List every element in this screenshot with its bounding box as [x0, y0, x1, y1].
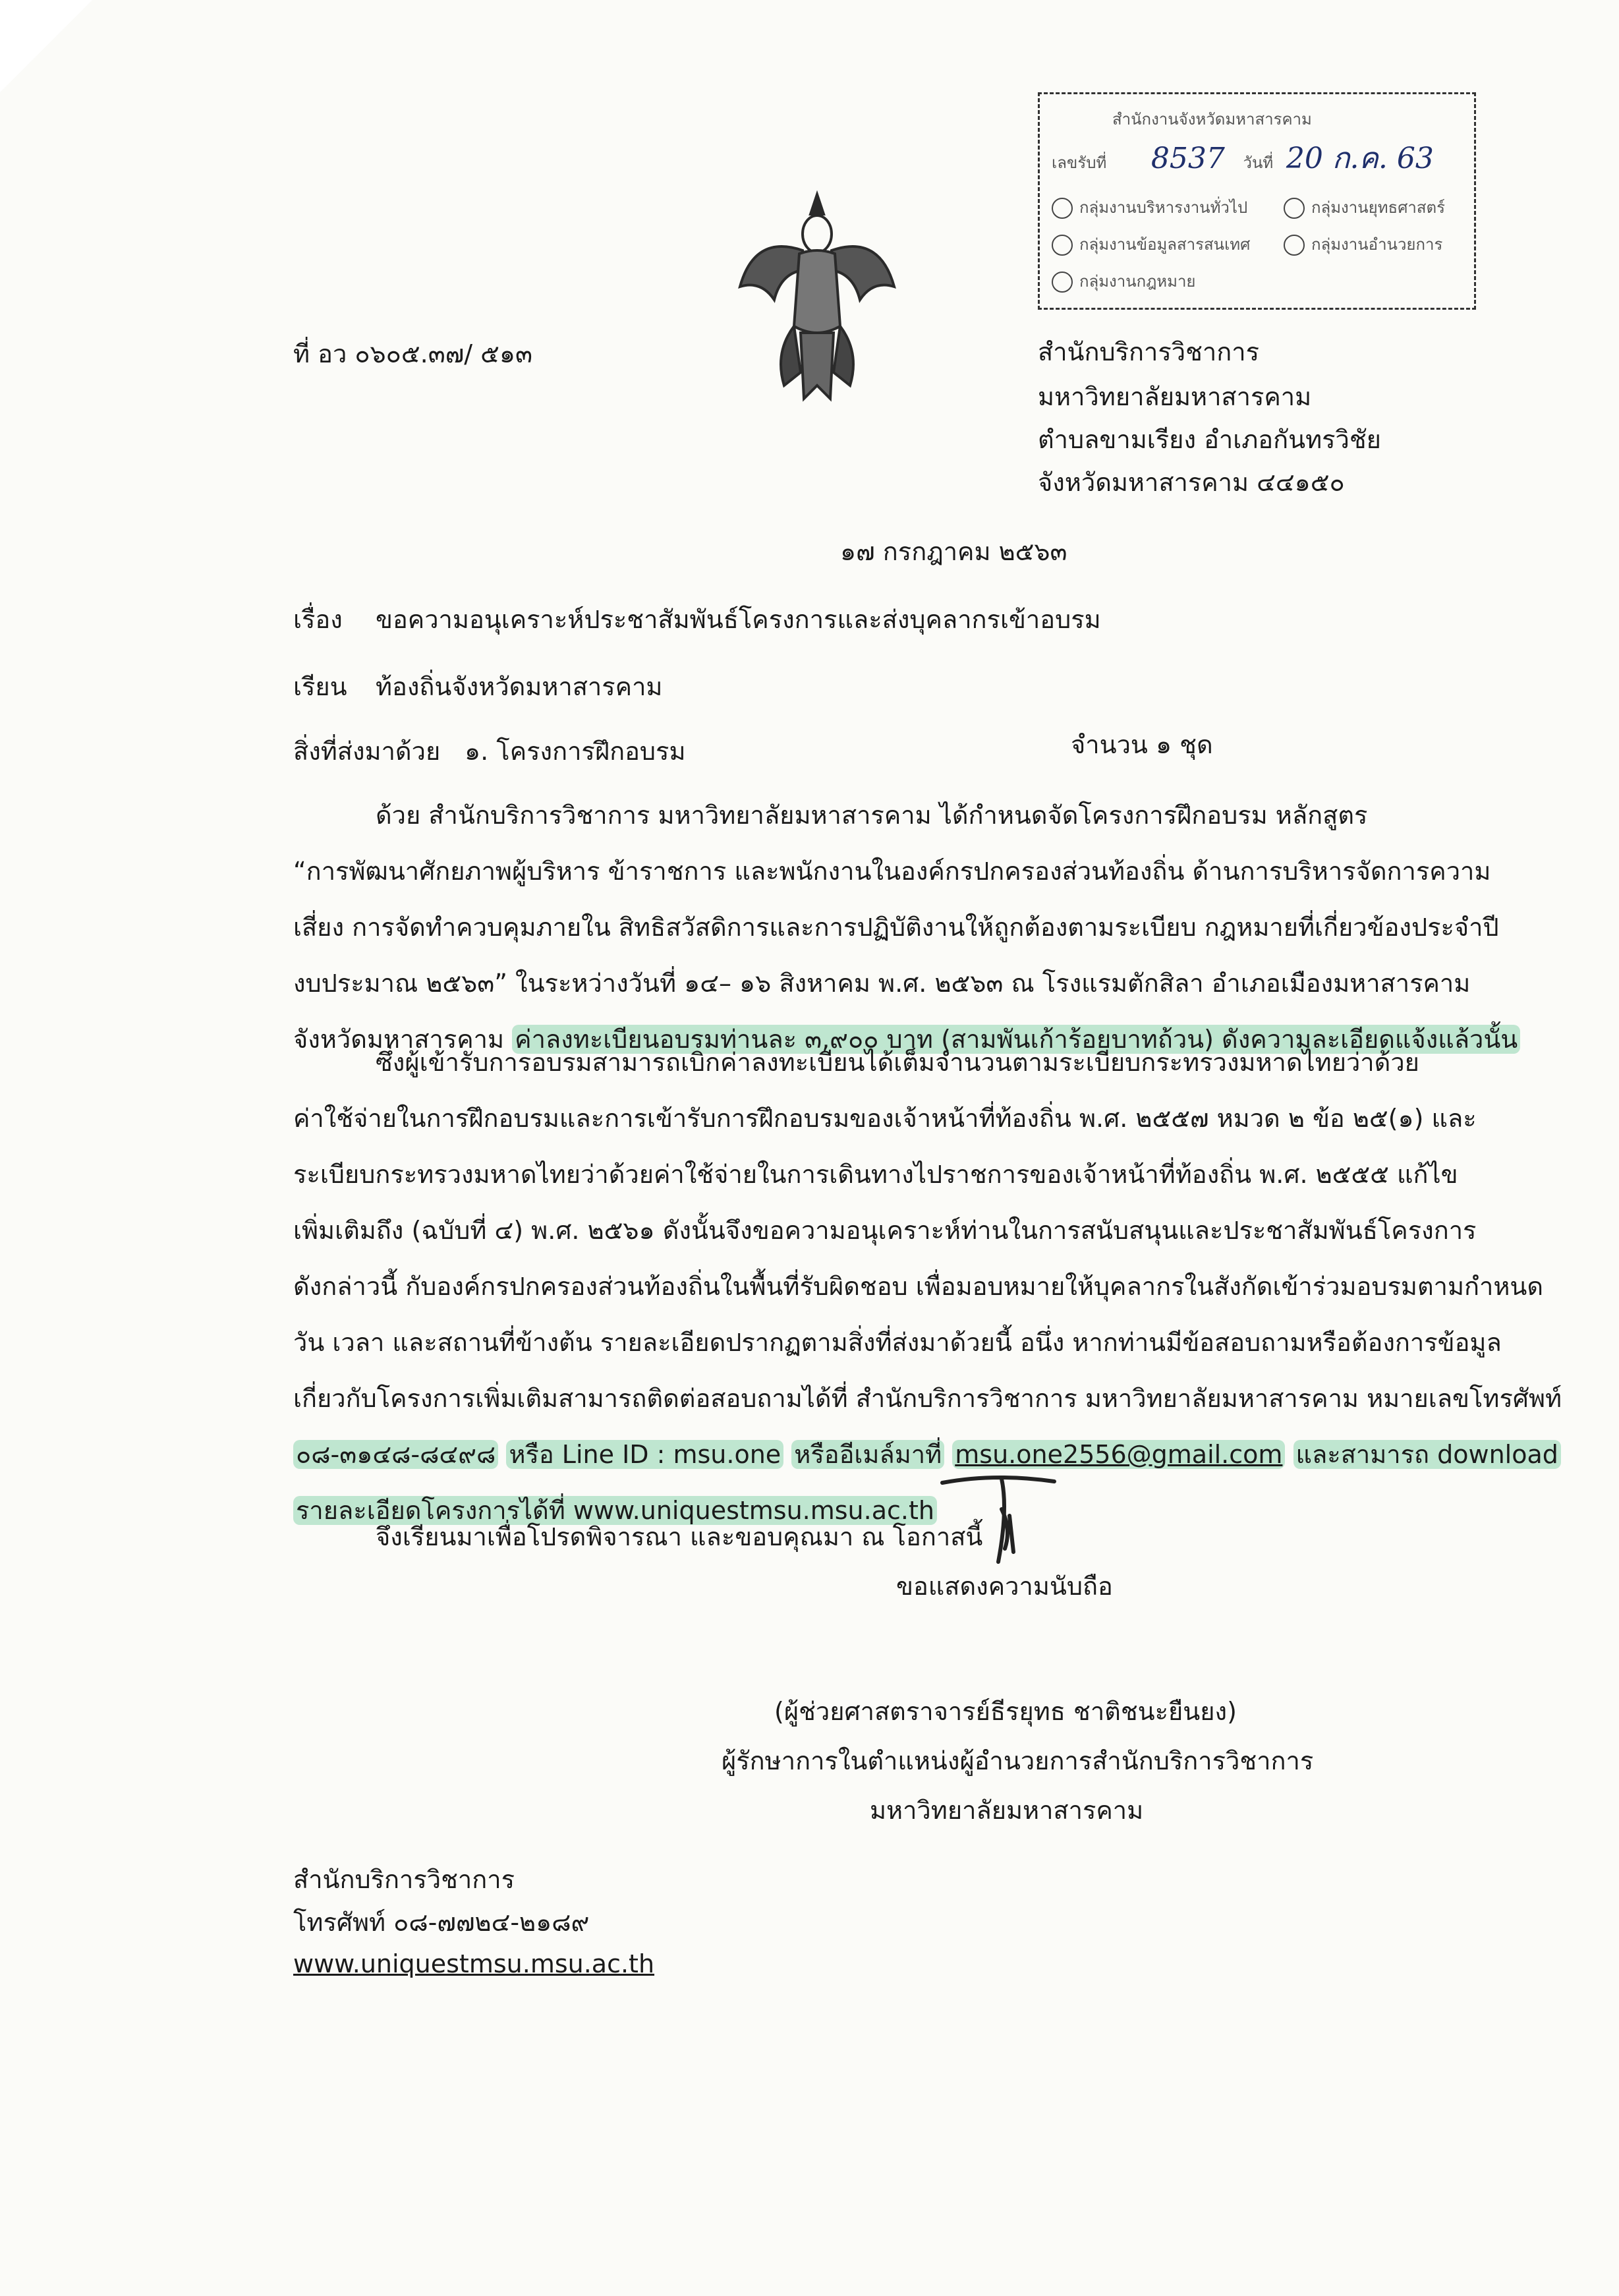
- paragraph-line: ดังกล่าวนี้ กับองค์กรปกครองส่วนท้องถิ่นในพื้นที่รับผิดชอบ เพื่อมอบหมายให้บุคลากรในสังกัดเข้าร่วมอบรมตามกำหนด: [293, 1272, 1544, 1301]
- stamp-checkbox: [1284, 198, 1305, 219]
- contact-email-link[interactable]: msu.one2556@gmail.com: [952, 1440, 1285, 1469]
- sender-line-2: มหาวิทยาลัยมหาสารคาม: [1038, 382, 1312, 411]
- enclosure-item: ๑. โครงการฝึกอบรม: [465, 737, 686, 766]
- paragraph-1: [293, 788, 1518, 1068]
- footer-office: สำนักบริการวิชาการ: [293, 1865, 515, 1894]
- contact-line-id: หรือ Line ID : msu.one: [506, 1440, 783, 1469]
- paragraph-line: วัน เวลา และสถานที่ข้างต้น รายละเอียดปรากฏตามสิ่งที่ส่งมาด้วยนี้ อนึ่ง หากท่านมีข้อสอบถามหรือต้องการข้อมูล: [293, 1328, 1502, 1357]
- stamp-received-label: เลขรับที่: [1052, 154, 1107, 172]
- signer-organization: มหาวิทยาลัยมหาสารคาม: [870, 1796, 1144, 1825]
- stamp-checkbox: [1052, 235, 1073, 256]
- reference-number: ที่ อว ๐๖๐๕.๓๗/ ๕๑๓: [293, 339, 533, 368]
- subject-label: เรื่อง: [293, 605, 343, 634]
- paragraph-line: ด้วย สำนักบริการวิชาการ มหาวิทยาลัยมหาสารคาม ได้กำหนดจัดโครงการฝึกอบรม หลักสูตร: [376, 801, 1368, 830]
- stamp-date-label: วันที่: [1243, 154, 1274, 172]
- letter-date: ๑๗ กรกฎาคม ๒๕๖๓: [840, 537, 1067, 566]
- signature: [936, 1470, 1067, 1568]
- receipt-stamp: [1038, 92, 1476, 310]
- highlighted-fee-text: ค่าลงทะเบียนอบรมท่านละ ๓,๙๐๐ บาท (สามพันเก้าร้อยบาทถ้วน) ดังความละเอียดแจ้งแล้วนั้น: [512, 1025, 1520, 1054]
- project-website-text: รายละเอียดโครงการได้ที่ www.uniquestmsu.msu.ac.th: [293, 1496, 937, 1525]
- sender-line-1: สำนักบริการวิชาการ: [1038, 337, 1260, 366]
- stamp-option: กลุ่มงานยุทธศาสตร์: [1311, 198, 1446, 217]
- garuda-emblem: [735, 188, 899, 409]
- stamp-received-date: 20 ก.ค. 63: [1286, 142, 1434, 175]
- contact-line: [293, 1427, 1558, 1483]
- stamp-checkbox: [1052, 272, 1073, 293]
- enclosure-label: สิ่งที่ส่งมาด้วย: [293, 737, 441, 766]
- paragraph-line: ซึ่งผู้เข้ารับการอบรมสามารถเบิกค่าลงทะเบียนได้เต็มจำนวนตามระเบียบกระทรวงมหาดไทยว่าด้วย: [376, 1048, 1419, 1077]
- recipient: ท้องถิ่นจังหวัดมหาสารคาม: [376, 672, 663, 701]
- paragraph-line: เกี่ยวกับโครงการเพิ่มเติมสามารถติดต่อสอบถามได้ที่ สำนักบริการวิชาการ มหาวิทยาลัยมหาสารคาม หมายเลขโทรศัพท์: [293, 1384, 1562, 1413]
- enclosure-quantity: จำนวน ๑ ชุด: [1071, 730, 1213, 759]
- paragraph-line: “การพัฒนาศักยภาพผู้บริหาร ข้าราชการ และพนักงานในองค์กรปกครองส่วนท้องถิ่น ด้านการบริหารจัดการความ: [293, 857, 1491, 886]
- paragraph-line: เพิ่มเติมถึง (ฉบับที่ ๔) พ.ศ. ๒๕๖๑ ดังนั้นจึงขอความอนุเคราะห์ท่านในการสนับสนุนและประชาสัมพันธ์โครงการ: [293, 1216, 1477, 1245]
- paragraph-line: ค่าใช้จ่ายในการฝึกอบรมและการเข้ารับการฝึกอบรมของเจ้าหน้าที่ท้องถิ่น พ.ศ. ๒๕๕๗ หมวด ๒ ข้อ ๒๕(๑) และ: [293, 1104, 1477, 1133]
- stamp-option: กลุ่มงานอำนวยการ: [1311, 235, 1443, 254]
- footer-website-link[interactable]: www.uniquestmsu.msu.ac.th: [293, 1949, 655, 1978]
- paragraph-text: จังหวัดมหาสารคาม: [293, 1025, 505, 1054]
- signer-name: (ผู้ช่วยศาสตราจารย์ธีรยุทธ ชาติชนะยืนยง): [774, 1697, 1237, 1726]
- stamp-option: กลุ่มงานกฎหมาย: [1079, 272, 1196, 291]
- page-corner: [0, 0, 92, 92]
- sender-line-4: จังหวัดมหาสารคาม ๔๔๑๕๐: [1038, 468, 1345, 497]
- contact-email-label: หรืออีเมล์มาที่: [791, 1440, 944, 1469]
- stamp-checkbox: [1052, 198, 1073, 219]
- footer-phone: โทรศัพท์ ๐๘-๗๗๒๔-๒๑๘๙: [293, 1908, 590, 1937]
- stamp-received-number: 8537: [1150, 142, 1225, 175]
- signer-position: ผู้รักษาการในตำแหน่งผู้อำนวยการสำนักบริการวิชาการ: [722, 1746, 1314, 1775]
- to-label: เรียน: [293, 672, 347, 701]
- paragraph-line: ระเบียบกระทรวงมหาดไทยว่าด้วยค่าใช้จ่ายในการเดินทางไปราชการของเจ้าหน้าที่ท้องถิ่น พ.ศ. ๒๕๕๕ แก้ไข: [293, 1160, 1458, 1189]
- stamp-org: สำนักงานจังหวัดมหาสารคาม: [1112, 110, 1312, 129]
- closing-sentence: จึงเรียนมาเพื่อโปรดพิจารณา และขอบคุณมา ณ โอกาสนี้: [376, 1522, 983, 1551]
- paragraph-line: เสี่ยง การจัดทำควบคุมภายใน สิทธิสวัสดิการและการปฏิบัติงานให้ถูกต้องตามระเบียบ กฎหมายที่เกี่ยวข้องประจำปี: [293, 913, 1499, 942]
- stamp-option: กลุ่มงานบริหารงานทั่วไป: [1079, 198, 1248, 217]
- paragraph-2: [293, 1035, 1562, 1539]
- contact-download: และสามารถ download: [1293, 1440, 1561, 1469]
- regards: ขอแสดงความนับถือ: [896, 1572, 1113, 1601]
- sender-line-3: ตำบลขามเรียง อำเภอกันทรวิชัย: [1038, 425, 1381, 454]
- paragraph-line: งบประมาณ ๒๕๖๓” ในระหว่างวันที่ ๑๔– ๑๖ สิงหาคม พ.ศ. ๒๕๖๓ ณ โรงแรมตักสิลา อำเภอเมืองมหาสารคาม: [293, 969, 1471, 998]
- contact-phone: ๐๘-๓๑๔๘-๘๔๙๘: [293, 1440, 498, 1469]
- subject: ขอความอนุเคราะห์ประชาสัมพันธ์โครงการและส่งบุคลากรเข้าอบรม: [376, 605, 1101, 634]
- stamp-checkbox: [1284, 235, 1305, 256]
- stamp-option: กลุ่มงานข้อมูลสารสนเทศ: [1079, 235, 1251, 254]
